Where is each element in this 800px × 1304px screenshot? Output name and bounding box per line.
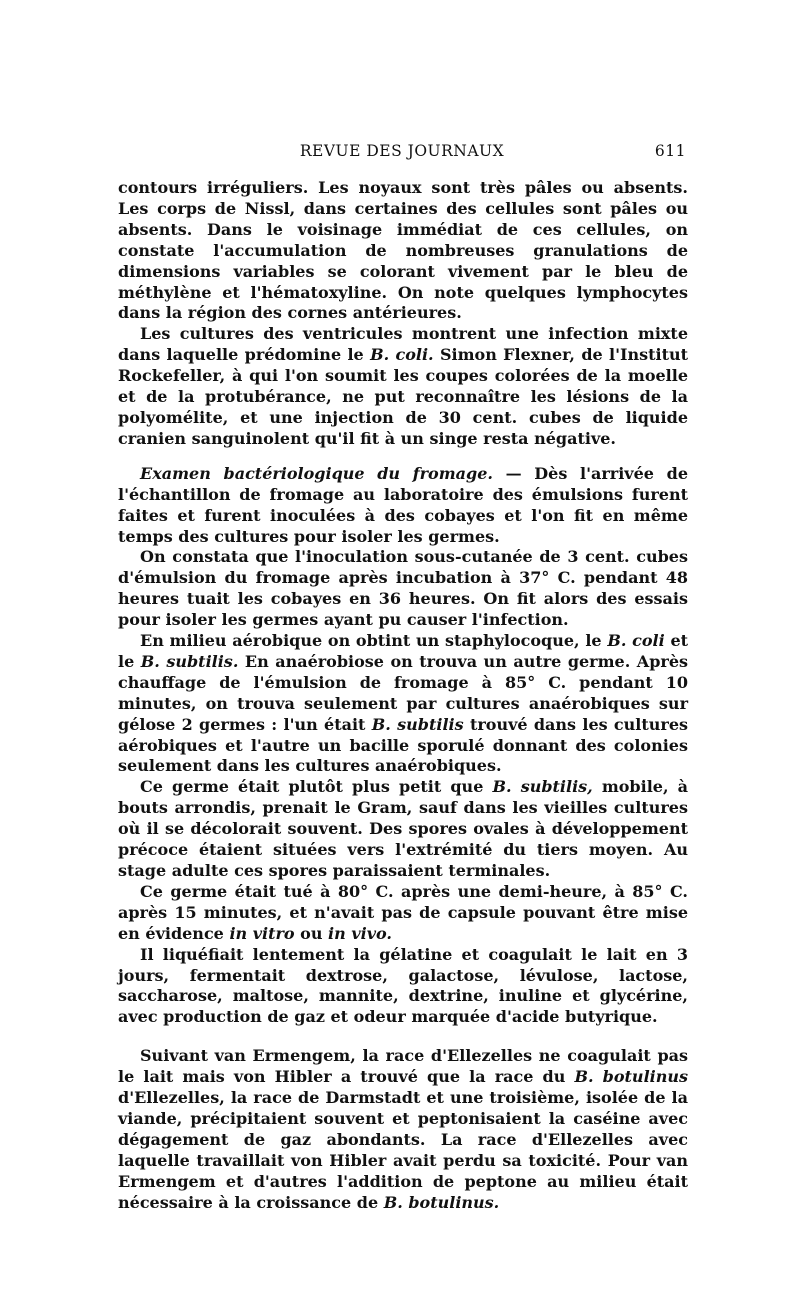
- text-run: Il liquéfiait lentement la gélatine et coagulait le lait en 3 jours, fermentait dextrose, galactose, lévulose, lactose, saccharose, maltose, mannite, dextrine, inuline et glycérine, avec production de gaz et odeur marquée d'acide butyrique.: [118, 944, 688, 1027]
- text-run: On constata que l'inoculation sous-cutanée de 3 cent. cubes d'émulsion du fromage après incubation à 37° C. pendant 48 heures tuait les cobayes en 36 heures. On fit alors des essais pour isoler les germes ayant pu causer l'infection.: [118, 547, 688, 630]
- italic-text: B. coli: [607, 631, 665, 651]
- paragraph-p4: [118, 547, 688, 631]
- italic-text: B. subtilis,: [492, 777, 593, 797]
- text-run: et le: [118, 631, 689, 671]
- paragraph-p3: [118, 464, 688, 548]
- text-run: trouvé dans les cultures aérobiques et l'autre un bacille sporulé donnant des colonies seulement dans les cultures anaérobiques.: [118, 714, 689, 776]
- body-text: [118, 178, 688, 1214]
- text-run: Simon Flexner, de l'Institut Rockefeller, à qui l'on soumit les coupes colorées de la moelle et de la protubérance, ne put reconnaître les lésions de la polyomélite, et une injection de 30 cent. cubes de liquide cranien sanguinolent qu'il fit à un singe resta négative.: [118, 345, 689, 448]
- text-run: ou: [294, 923, 329, 943]
- italic-text: in vitro: [229, 923, 295, 943]
- paragraph-p1: [118, 178, 688, 324]
- italic-text: in vivo.: [328, 923, 392, 943]
- text-run: mobile, à bouts arrondis, prenait le Gram, sauf dans les vieilles cultures où il se décolorait souvent. Des spores ovales à développement précoce étaient situées vers l'extrémité du tiers moyen. Au stage adulte ces spores paraissaient terminales.: [118, 777, 688, 880]
- text-run: Ce germe était tué à 80° C. après une demi-heure, à 85° C. après 15 minutes, et n'avait pas de capsule pouvant être mise en évidence: [118, 881, 688, 943]
- text-run: Les cultures des ventricules montrent une infection mixte dans laquelle prédomine le: [118, 324, 688, 365]
- running-title: REVUE DES JOURNAUX: [299, 142, 505, 160]
- paragraph-p9: [118, 1046, 688, 1213]
- italic-text: B. subtilis: [371, 714, 464, 734]
- text-run: Ce germe était plutôt plus petit que: [140, 777, 493, 797]
- page-number: 611: [654, 142, 686, 160]
- text-run: contours irréguliers. Les noyaux sont très pâles ou absents. Les corps de Nissl, dans certaines des cellules sont pâles ou absents. Dans le voisinage immédiat de ces cellules, on constate l'accumulation de nombreuses granulations de dimensions variables se colorant vivement par le bleu de méthylène et l'hématoxyline. On note quelques lymphocytes dans la région des cornes antérieures.: [118, 178, 688, 323]
- italic-text: B. coli.: [370, 345, 434, 365]
- paragraph-p5: [118, 631, 688, 777]
- text-run: En milieu aérobique on obtint un staphylocoque, le: [140, 631, 608, 651]
- text-run: Suivant van Ermengem, la race d'Ellezelles ne coagulait pas le lait mais von Hibler a trouvé que la race du: [118, 1046, 688, 1087]
- paragraph-p7: [118, 882, 688, 945]
- running-header: [118, 142, 686, 168]
- italic-text: B. subtilis.: [140, 651, 239, 671]
- text-run: — Dès l'arrivée de l'échantillon de fromage au laboratoire des émulsions furent faites et furent inoculées à des cobayes et l'on fit en même temps des cultures pour isoler les germes.: [118, 463, 688, 546]
- italic-text: B. botulinus.: [383, 1192, 500, 1212]
- italic-text: Examen bactériologique du fromage.: [140, 463, 493, 483]
- paragraph-p6: [118, 777, 688, 882]
- paragraph-p2: [118, 324, 688, 449]
- paragraph-p8: [118, 945, 688, 1029]
- italic-text: B. botulinus: [574, 1067, 688, 1087]
- text-run: En anaérobiose on trouva un autre germe. Après chauffage de l'émulsion de fromage à 85° C. pendant 10 minutes, on trouva seulement par cultures anaérobiques sur gélose 2 germes : l'un était: [118, 651, 689, 734]
- text-run: d'Ellezelles, la race de Darmstadt et une troisième, isolée de la viande, précipitaient souvent et peptonisaient la caséine avec dégagement de gaz abondants. La race d'Ellezelles avec laquelle travaillait von Hibler avait perdu sa toxicité. Pour van Ermengem et d'autres l'addition de peptone au milieu était nécessaire à la croissance de: [118, 1088, 688, 1212]
